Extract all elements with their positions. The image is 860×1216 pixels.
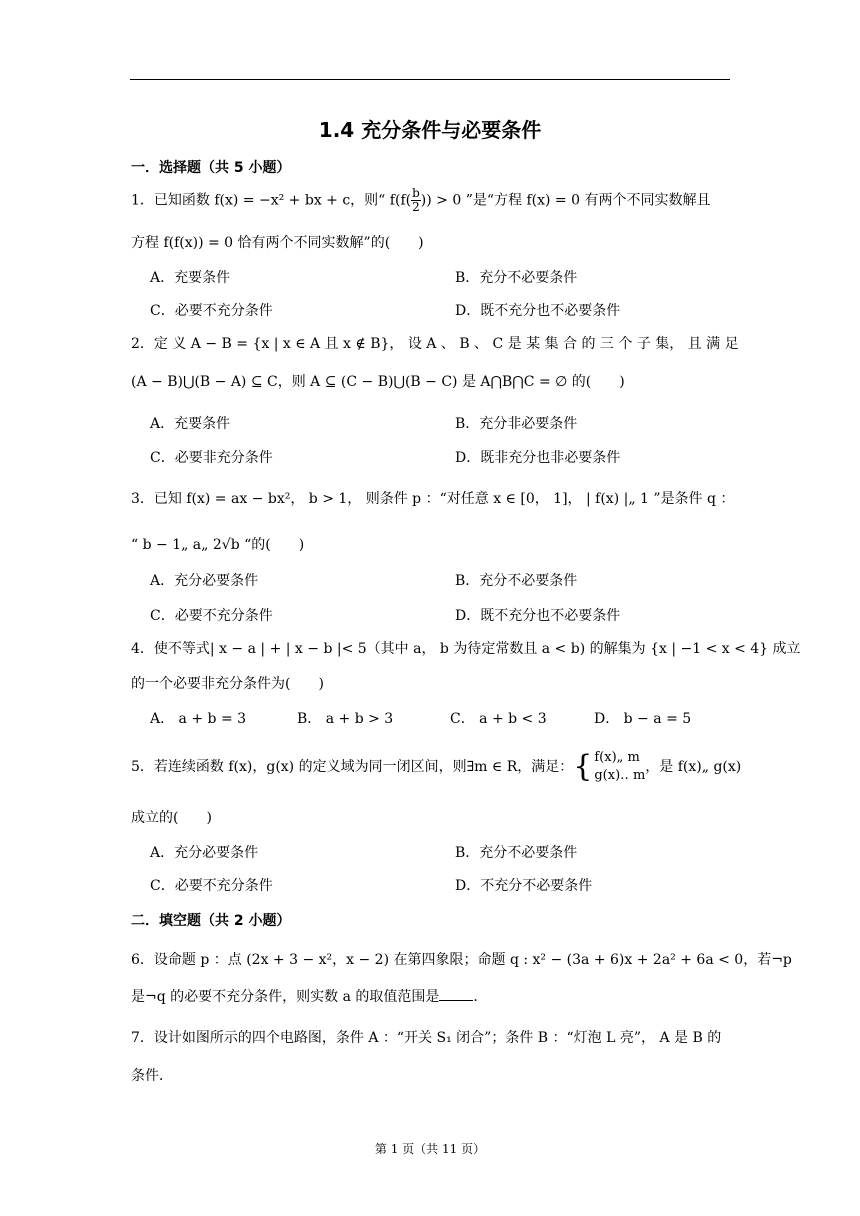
left-brace: { — [573, 749, 593, 784]
question-6-text-b: ． — [473, 989, 488, 1005]
condition-bottom: g(x)‥ m — [594, 768, 646, 783]
question-4-option-c[interactable]: C． a + b < 3 — [450, 711, 547, 727]
question-5-option-d[interactable]: D．不充分不必要条件 — [455, 878, 593, 894]
question-5-option-b[interactable]: B．充分不必要条件 — [455, 845, 578, 861]
section-heading-choice: 一．选择题（共 5 小题） — [131, 160, 291, 176]
question-6-line-1: 6．设命题 p ：点 (2x + 3 − x²，x − 2) 在第四象限；命题 q : x² − (3a + 6)x + 2a² + 6a < 0，若¬p — [131, 952, 792, 968]
fraction-b-over-2 — [411, 187, 421, 214]
condition-top: f(x)„ m — [594, 750, 640, 765]
question-3-line-1: 3．已知 f(x) = ax − bx²， b > 1， 则条件 p ：“对任意 x ∈ [0， 1]， | f(x) |„ 1 ”是条件 q ： — [131, 491, 735, 507]
section-heading-fill-in: 二．填空题（共 2 小题） — [131, 913, 291, 929]
question-7-line-1: 7．设计如图所示的四个电路图，条件 A ：“开关 S₁ 闭合”；条件 B ：“灯泡 L 亮”， A 是 B 的 — [131, 1030, 722, 1046]
header-rule — [130, 79, 730, 80]
page-footer: 第 1 页（共 11 页） — [374, 1142, 486, 1156]
question-2-line-2: (A − B)⋃(B − A) ⊆ C，则 A ⊆ (C − B)⋃(B − C) 是 A⋂B⋂C = ∅ 的( ) — [131, 374, 625, 390]
question-4-line-1: 4．使不等式| x − a | + | x − b |< 5（其中 a， b 为待定常数且 a < b) 的解集为 {x | −1 < x < 4} 成立 — [131, 641, 801, 657]
question-7-line-2: 条件． — [131, 1068, 173, 1084]
question-5-option-c[interactable]: C．必要不充分条件 — [150, 878, 273, 894]
question-1-text-a: 1．已知函数 f(x) = −x² + bx + c，则“ f(f( — [131, 192, 412, 209]
fraction-numerator: b — [412, 186, 420, 200]
question-6-line-2 — [131, 986, 731, 1007]
question-1-option-c[interactable]: C．必要不充分条件 — [150, 303, 273, 319]
question-1-text-b: )) > 0 ”是“方程 f(x) = 0 有两个不同实数解且 — [420, 192, 711, 209]
question-2-option-a[interactable]: A．充要条件 — [150, 416, 231, 432]
question-6-text-a: 是¬q 的必要不充分条件，则实数 a 的取值范围是 — [131, 989, 440, 1005]
question-2-option-c[interactable]: C．必要非充分条件 — [150, 450, 273, 466]
question-3-option-c[interactable]: C．必要不充分条件 — [150, 608, 273, 624]
question-1-line-1 — [131, 187, 731, 214]
question-5-line-2: 成立的( ) — [131, 810, 212, 826]
question-4-option-d[interactable]: D． b − a = 5 — [594, 711, 692, 727]
page-title: 1.4 充分条件与必要条件 — [318, 118, 542, 142]
question-1-line-2: 方程 f(f(x)) = 0 恰有两个不同实数解”的( ) — [131, 235, 424, 251]
question-4-option-b[interactable]: B． a + b > 3 — [297, 711, 394, 727]
question-4-line-2: 的一个必要非充分条件为( ) — [131, 676, 324, 692]
question-3-option-b[interactable]: B．充分不必要条件 — [455, 573, 578, 589]
answer-blank[interactable] — [439, 986, 473, 1001]
condition-system — [594, 749, 645, 785]
question-2-option-d[interactable]: D．既非充分也非必要条件 — [455, 450, 621, 466]
question-1-option-b[interactable]: B．充分不必要条件 — [455, 270, 578, 286]
question-1-option-d[interactable]: D．既不充分也不必要条件 — [455, 303, 621, 319]
question-2-option-b[interactable]: B．充分非必要条件 — [455, 416, 578, 432]
question-5-line-1 — [131, 749, 742, 785]
question-3-line-2: “ b − 1„ a„ 2√b “的( ) — [131, 537, 305, 553]
question-5-text-a: 5．若连续函数 f(x)，g(x) 的定义域为同一闭区间，则∃m ∈ R，满足： — [131, 759, 574, 775]
question-1-option-a[interactable]: A．充要条件 — [150, 270, 231, 286]
question-4-option-a[interactable]: A． a + b = 3 — [150, 711, 247, 727]
question-5-text-b: ，是 f(x)„ g(x) — [645, 759, 742, 775]
question-2-line-1: 2．定 义 A − B = {x | x ∈ A 且 x ∉ B}， 设 A 、 B 、 C 是 某 集 合 的 三 个 子 集， 且 满 足 — [131, 336, 739, 352]
question-3-option-a[interactable]: A．充分必要条件 — [150, 573, 259, 589]
question-3-option-d[interactable]: D．既不充分也不必要条件 — [455, 608, 621, 624]
fraction-denominator: 2 — [412, 200, 420, 214]
question-5-option-a[interactable]: A．充分必要条件 — [150, 845, 259, 861]
